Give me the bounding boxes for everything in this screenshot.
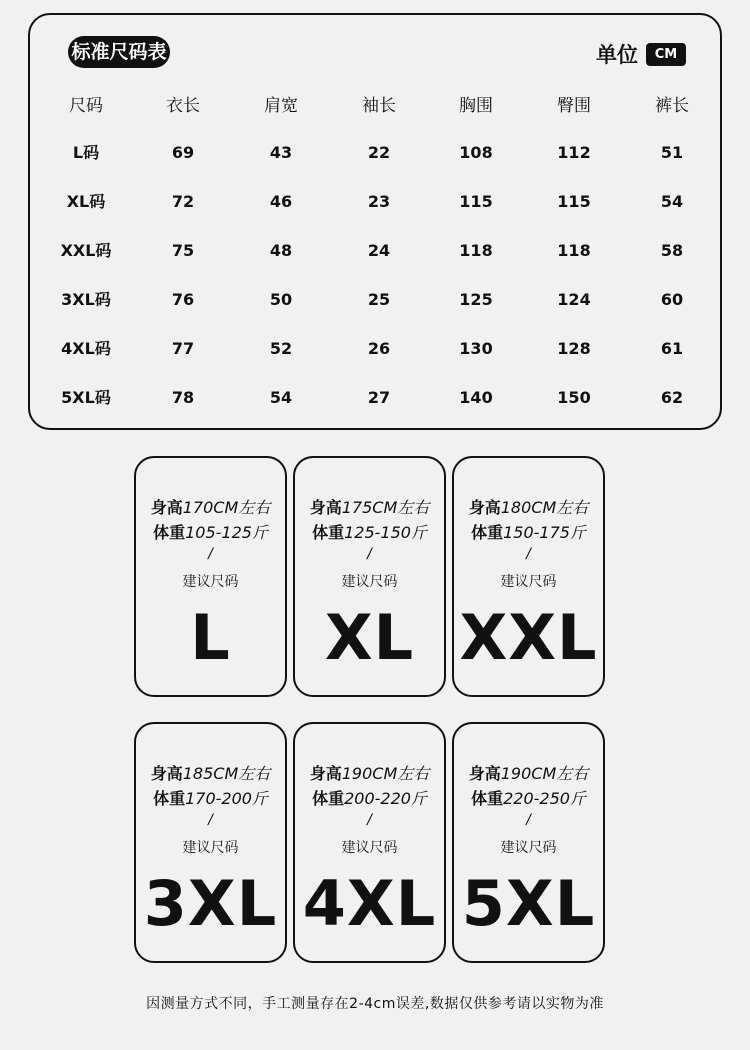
measurement-cell: 58 bbox=[660, 241, 684, 260]
recommended-size: 3XL bbox=[143, 867, 278, 940]
measurement-cell: 115 bbox=[557, 192, 591, 211]
weight-value: 125-150斤 bbox=[344, 523, 427, 542]
height-value: 170CM左右 bbox=[182, 498, 271, 517]
weight-line bbox=[454, 786, 603, 809]
height-value: 190CM左右 bbox=[341, 764, 430, 783]
recommended-size-label: 建议尺码 bbox=[182, 574, 239, 590]
height-value: 185CM左右 bbox=[182, 764, 271, 783]
height-line bbox=[136, 761, 285, 784]
measurement-cell: 54 bbox=[269, 388, 293, 407]
height-value: 175CM左右 bbox=[341, 498, 430, 517]
column-header: 裤长 bbox=[655, 96, 689, 116]
measurement-cell: 69 bbox=[171, 143, 195, 162]
measurement-cell: 140 bbox=[459, 388, 493, 407]
divider-slash: / bbox=[208, 546, 213, 562]
weight-label: 体重 bbox=[153, 789, 186, 808]
size-cell: 4XL码 bbox=[61, 339, 111, 358]
table-row bbox=[30, 334, 720, 364]
size-cell: XL码 bbox=[66, 192, 106, 211]
measurement-cell: 61 bbox=[660, 339, 684, 358]
recommended-size-label: 建议尺码 bbox=[500, 574, 557, 590]
weight-value: 150-175斤 bbox=[503, 523, 586, 542]
measurement-cell: 78 bbox=[171, 388, 195, 407]
weight-label: 体重 bbox=[312, 523, 345, 542]
height-label: 身高 bbox=[468, 498, 501, 517]
measurement-cell: 48 bbox=[269, 241, 293, 260]
measurement-cell: 43 bbox=[269, 143, 293, 162]
measurement-cell: 118 bbox=[459, 241, 493, 260]
measurement-cell: 124 bbox=[557, 290, 591, 309]
measurement-cell: 130 bbox=[459, 339, 493, 358]
table-row bbox=[30, 236, 720, 266]
column-header: 袖长 bbox=[362, 96, 396, 116]
height-label: 身高 bbox=[468, 764, 501, 783]
table-row bbox=[30, 285, 720, 315]
measurement-cell: 118 bbox=[557, 241, 591, 260]
recommended-size: XXL bbox=[459, 601, 598, 674]
height-line bbox=[454, 495, 603, 518]
size-cell: 5XL码 bbox=[61, 388, 111, 407]
measurement-note: 因测量方式不同，手工测量存在2-4cm误差,数据仅供参考请以实物为准 bbox=[146, 996, 604, 1012]
table-row bbox=[30, 187, 720, 217]
recommended-size-label: 建议尺码 bbox=[341, 574, 398, 590]
table-title: 标准尺码表 bbox=[68, 36, 170, 68]
weight-value: 200-220斤 bbox=[344, 789, 427, 808]
measurement-cell: 51 bbox=[660, 143, 684, 162]
weight-line bbox=[295, 786, 444, 809]
measurement-cell: 112 bbox=[557, 143, 591, 162]
size-recommendation-card bbox=[452, 722, 605, 963]
height-label: 身高 bbox=[309, 764, 342, 783]
measurement-cell: 24 bbox=[367, 241, 391, 260]
weight-label: 体重 bbox=[471, 789, 504, 808]
height-line bbox=[295, 761, 444, 784]
measurement-cell: 23 bbox=[367, 192, 391, 211]
height-line bbox=[454, 761, 603, 784]
measurement-cell: 125 bbox=[459, 290, 493, 309]
measurement-cell: 52 bbox=[269, 339, 293, 358]
measurement-cell: 150 bbox=[557, 388, 591, 407]
size-recommendation-card bbox=[452, 456, 605, 697]
weight-label: 体重 bbox=[153, 523, 186, 542]
measurement-cell: 50 bbox=[269, 290, 293, 309]
size-cell: 3XL码 bbox=[61, 290, 111, 309]
weight-value: 220-250斤 bbox=[503, 789, 586, 808]
measurement-cell: 115 bbox=[459, 192, 493, 211]
measurement-cell: 54 bbox=[660, 192, 684, 211]
measurement-cell: 76 bbox=[171, 290, 195, 309]
size-recommendation-card bbox=[293, 456, 446, 697]
measurement-cell: 27 bbox=[367, 388, 391, 407]
recommended-size: XL bbox=[324, 601, 415, 674]
weight-label: 体重 bbox=[312, 789, 345, 808]
recommended-size-label: 建议尺码 bbox=[500, 840, 557, 856]
recommended-size-label: 建议尺码 bbox=[182, 840, 239, 856]
divider-slash: / bbox=[526, 546, 531, 562]
divider-slash: / bbox=[208, 812, 213, 828]
weight-line bbox=[454, 520, 603, 543]
height-label: 身高 bbox=[309, 498, 342, 517]
weight-line bbox=[136, 786, 285, 809]
weight-line bbox=[295, 520, 444, 543]
size-recommendation-card bbox=[134, 456, 287, 697]
height-line bbox=[136, 495, 285, 518]
measurement-cell: 46 bbox=[269, 192, 293, 211]
column-header: 肩宽 bbox=[264, 96, 298, 116]
measurement-cell: 26 bbox=[367, 339, 391, 358]
measurement-cell: 22 bbox=[367, 143, 391, 162]
divider-slash: / bbox=[526, 812, 531, 828]
size-recommendation-card bbox=[293, 722, 446, 963]
height-label: 身高 bbox=[150, 498, 183, 517]
measurement-cell: 128 bbox=[557, 339, 591, 358]
table-header-row bbox=[30, 91, 720, 121]
divider-slash: / bbox=[367, 812, 372, 828]
divider-slash: / bbox=[367, 546, 372, 562]
weight-value: 170-200斤 bbox=[185, 789, 268, 808]
size-table-card bbox=[28, 13, 722, 430]
size-cell: L码 bbox=[72, 143, 100, 162]
measurement-cell: 72 bbox=[171, 192, 195, 211]
column-header: 胸围 bbox=[459, 96, 493, 116]
height-value: 190CM左右 bbox=[500, 764, 589, 783]
unit-label: 单位 bbox=[596, 43, 638, 67]
recommended-size-label: 建议尺码 bbox=[341, 840, 398, 856]
weight-label: 体重 bbox=[471, 523, 504, 542]
column-header: 衣长 bbox=[166, 96, 200, 116]
measurement-cell: 62 bbox=[660, 388, 684, 407]
unit-badge: CM bbox=[646, 43, 686, 66]
recommended-size: 4XL bbox=[302, 867, 437, 940]
size-cell: XXL码 bbox=[60, 241, 112, 260]
recommended-size: 5XL bbox=[461, 867, 596, 940]
column-header: 臀围 bbox=[557, 96, 591, 116]
table-row bbox=[30, 383, 720, 413]
height-label: 身高 bbox=[150, 764, 183, 783]
height-line bbox=[295, 495, 444, 518]
recommended-size: L bbox=[190, 601, 231, 674]
table-row bbox=[30, 138, 720, 168]
measurement-cell: 108 bbox=[459, 143, 493, 162]
measurement-cell: 25 bbox=[367, 290, 391, 309]
column-header: 尺码 bbox=[69, 96, 103, 116]
height-value: 180CM左右 bbox=[500, 498, 589, 517]
measurement-cell: 60 bbox=[660, 290, 684, 309]
unit-indicator bbox=[596, 40, 686, 68]
measurement-cell: 75 bbox=[171, 241, 195, 260]
weight-line bbox=[136, 520, 285, 543]
weight-value: 105-125斤 bbox=[185, 523, 268, 542]
measurement-cell: 77 bbox=[171, 339, 195, 358]
size-recommendation-card bbox=[134, 722, 287, 963]
